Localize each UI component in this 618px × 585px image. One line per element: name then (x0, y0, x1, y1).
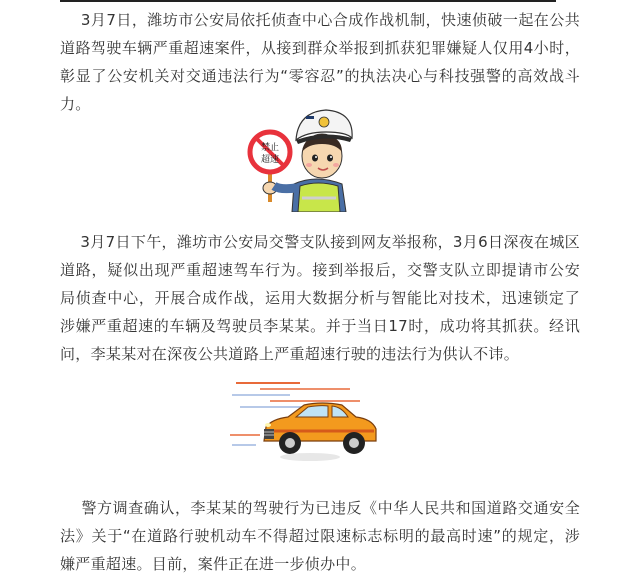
paragraph-3: 警方调查确认，李某某的驾驶行为已违反《中华人民共和国道路交通安全法》关于“在道路行驶机动车不得超过限速标志标明的最高时速”的规定，涉嫌严重超速。目前，案件正在进一步侦办中。 (60, 499, 580, 573)
traffic-police-icon (246, 100, 374, 212)
paragraph-1: 3月7日，潍坊市公安局依托侦查中心合成作战机制，快速侦破一起在公共道路驾驶车辆严重超速案件，从接到群众举报到抓获犯罪嫌疑人仅用4小时，彰显了公安机关对交通违法行为“零容忍”的执法决心与科技强警的高效战斗力。 (60, 11, 580, 113)
speeding-car-icon (230, 375, 380, 467)
sign-text-bottom: 超速 (260, 155, 280, 165)
sign-text-top: 禁止 (260, 143, 280, 153)
paragraph-2: 3月7日下午，潍坊市公安局交警支队接到网友举报称，3月6日深夜在城区道路，疑似出现严重超速驾车行为。接到举报后，交警支队立即提请市公安局侦查中心，开展合成作战，运用大数据分析与智能比对技术，迅速锁定了涉嫌严重超速的车辆及驾驶员李某某。并于当日17时，成功将其抓获。经讯问，李某某对在深夜公共道路上严重超速行驶的违法行为供认不讳。 (60, 233, 580, 363)
top-divider (60, 0, 556, 2)
